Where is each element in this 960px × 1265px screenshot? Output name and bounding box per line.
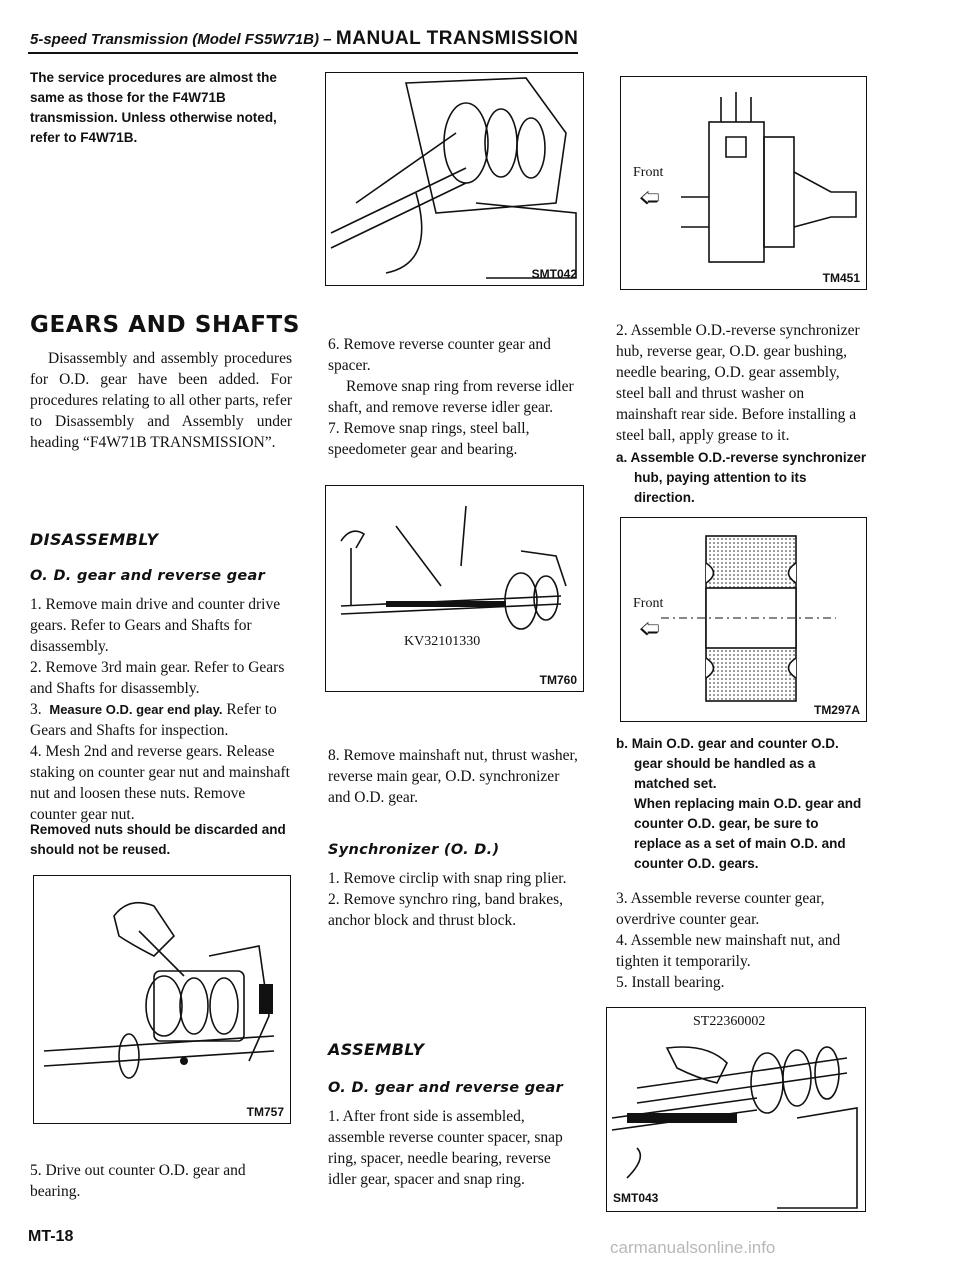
section-intro-text: Disassembly and assembly procedures for O.D. gear have been added. For procedures relating to all other parts, refer to Disassembly and Assembly under heading “F4W71B TRANSMISSION”. [30, 350, 292, 451]
disassembly-step-3 [30, 699, 292, 741]
caution-note: Removed nuts should be discarded and should not be reused. [30, 822, 286, 857]
col3-step-4: 4. Assemble new mainshaft nut, and tighten it temporarily. [616, 932, 841, 970]
figure-tm760 [325, 485, 584, 692]
step-3-rest: Refer to Gears and Shafts for inspection. [30, 701, 277, 739]
note-b-text-2: When replacing main O.D. gear and counter O.D. gear, be sure to replace as a set of main O.D. and counter O.D. gears. [634, 796, 862, 871]
assembly-subheading: O. D. gear and reverse gear [328, 1080, 564, 1096]
page-header [30, 28, 610, 50]
figure-tm757 [33, 875, 291, 1124]
sync-step-1: 1. Remove circlip with snap ring plier. [328, 870, 567, 887]
assembly-step-1: 1. After front side is assembled, assemble reverse counter spacer, snap ring, spacer, needle bearing, reverse idler gear, spacer and snap ring. [328, 1108, 563, 1188]
tm757-illustration [34, 876, 290, 1123]
smt043-illustration [607, 1008, 865, 1211]
step-3-num: 3. [30, 701, 42, 718]
step-6: 6. Remove reverse counter gear and spacer. [328, 336, 551, 374]
header-title: MANUAL TRANSMISSION [335, 28, 579, 49]
tm297a-front-label: Front [633, 596, 664, 611]
smt043-tool-label: ST22360002 [693, 1014, 766, 1029]
disassembly-step-4: 4. Mesh 2nd and reverse gears. Release staking on counter gear nut and mainshaft nut and loosen these nuts. Remove counter gear nut. [30, 743, 290, 823]
disassembly-step-2: 2. Remove 3rd main gear. Refer to Gears and Shafts for disassembly. [30, 659, 285, 697]
sync-heading: Synchronizer (O. D.) [328, 842, 500, 858]
disassembly-steps [30, 594, 292, 825]
tm760-illustration [326, 486, 583, 691]
tm297a-label: TM297A [813, 703, 860, 717]
note-b-text-1: b. Main O.D. gear and counter O.D. gear should be handled as a matched set. [616, 736, 839, 791]
note-a-text: a. Assemble O.D.-reverse synchronizer hub, paying attention to its direction. [616, 450, 867, 505]
col2-step6 [328, 334, 584, 460]
disassembly-step-1: 1. Remove main drive and counter drive gears. Refer to Gears and Shafts for disassembly. [30, 596, 281, 655]
smt043-label: SMT043 [613, 1191, 659, 1205]
tm757-label: TM757 [246, 1105, 284, 1119]
note-a [616, 448, 868, 508]
tm451-label: TM451 [822, 271, 860, 285]
section-title: GEARS AND SHAFTS [30, 312, 301, 338]
header-model: 5-speed Transmission (Model FS5W71B) – [30, 31, 332, 48]
col3-steps [616, 888, 868, 993]
col3-step-3: 3. Assemble reverse counter gear, overdrive counter gear. [616, 890, 825, 928]
tm760-label: TM760 [539, 673, 577, 687]
col3-step-5: 5. Install bearing. [616, 974, 725, 991]
tm451-arrow-icon: 🢠 [639, 187, 660, 209]
figure-tm451 [620, 76, 867, 290]
figure-tm297a [620, 517, 867, 722]
disassembly-heading: DISASSEMBLY [30, 530, 159, 549]
note-b [616, 734, 868, 874]
assembly-heading: ASSEMBLY [328, 1040, 425, 1059]
header-rule [28, 52, 578, 54]
col3-step2: 2. Assemble O.D.-reverse synchronizer hub, reverse gear, O.D. gear bushing, needle bearing, O.D. gear assembly, steel ball and thrust washer on mainshaft rear side. Before installing a steel ball, apply grease to it. [616, 322, 860, 444]
watermark: carmanualsonline.info [610, 1238, 776, 1257]
disassembly-subheading: O. D. gear and reverse gear [30, 568, 266, 584]
smt042-illustration [326, 73, 583, 285]
figure-smt042 [325, 72, 584, 286]
page-number: MT-18 [28, 1228, 74, 1245]
disassembly-step-5: 5. Drive out counter O.D. gear and bearing. [30, 1162, 246, 1200]
smt042-label: SMT042 [531, 267, 577, 281]
step-3-bold: Measure O.D. gear end play. [49, 702, 223, 717]
sync-step-2: 2. Remove synchro ring, band brakes, anchor block and thrust block. [328, 891, 564, 929]
section-intro [30, 348, 292, 453]
tm451-front-label: Front [633, 165, 664, 180]
tm760-tool-label: KV32101330 [404, 634, 481, 649]
step-8: 8. Remove mainshaft nut, thrust washer, reverse main gear, O.D. synchronizer and O.D. gear. [328, 747, 578, 806]
intro-note: The service procedures are almost the same as those for the F4W71B transmission. Unless otherwise noted, refer to F4W71B. [30, 70, 277, 145]
step-6-b: Remove snap ring from reverse idler shaft, and remove reverse idler gear. [328, 378, 574, 416]
figure-smt043 [606, 1007, 866, 1212]
tm297a-arrow-icon: 🢠 [639, 618, 660, 640]
sync-steps [328, 868, 578, 931]
step-7: 7. Remove snap rings, steel ball, speedometer gear and bearing. [328, 420, 530, 458]
